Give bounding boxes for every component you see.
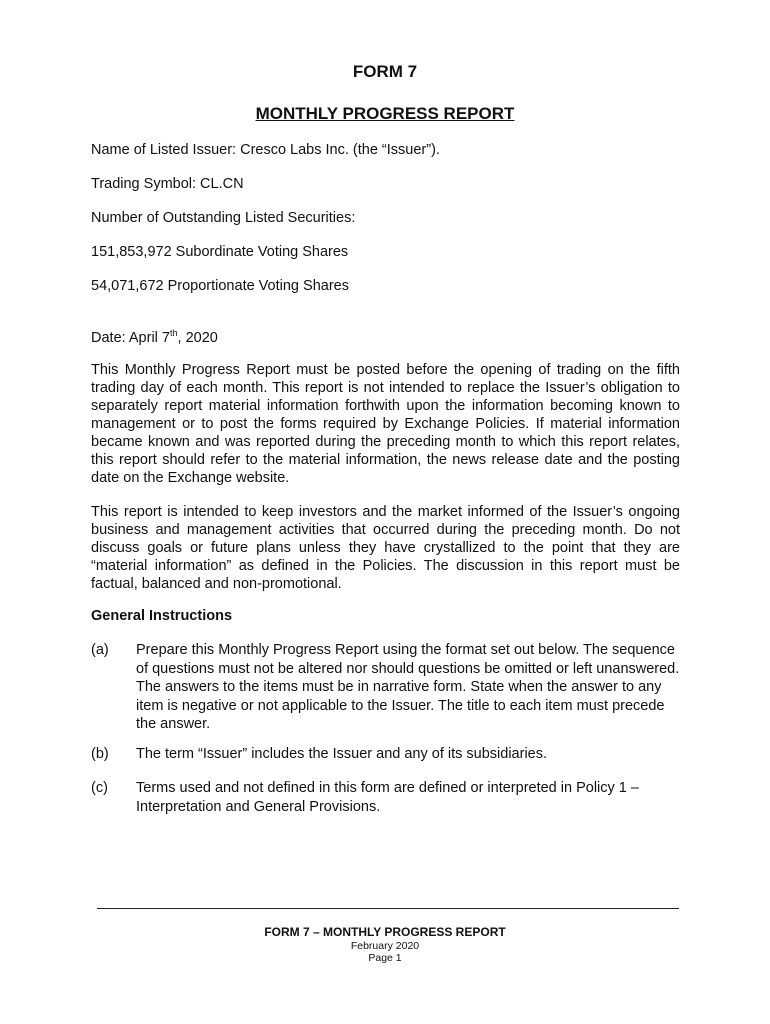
- footer-divider: [97, 908, 679, 909]
- instruction-b-marker: (b): [91, 746, 109, 762]
- subordinate-shares: 151,853,972 Subordinate Voting Shares: [91, 244, 349, 260]
- footer-page-number: Page 1: [368, 952, 402, 964]
- instruction-c-marker: (c): [91, 780, 108, 796]
- date-superscript: th: [170, 328, 178, 339]
- intro-paragraph-1: This Monthly Progress Report must be posted before the opening of trading on the fifth trading day of each month. This report is not intended to replace the Issuer’s obligation to separately report material information forthwith upon the information becoming known to management or to post the forms required by Exchange Policies. If material information became known and was reported during the preceding month to which this report relates, this report should refer to the material information, the news release date and the posting date on the Exchange website.: [91, 362, 680, 486]
- form-title: FORM 7: [352, 62, 418, 81]
- footer-date: February 2020: [350, 940, 420, 952]
- footer-title: FORM 7 – MONTHLY PROGRESS REPORT: [264, 925, 506, 939]
- intro-paragraph-2: This report is intended to keep investors and the market informed of the Issuer’s ongoing business and management activities that occurred during the preceding month. Do not discuss goals or future plans unless they have crystallized to the point that they are “material information” as defined in the Policies. The discussion in this report must be factual, balanced and non-promotional.: [91, 504, 680, 592]
- report-title: MONTHLY PROGRESS REPORT: [255, 104, 515, 123]
- date-prefix: Date: April 7: [91, 330, 170, 346]
- trading-symbol: Trading Symbol: CL.CN: [91, 176, 244, 192]
- instruction-c-text: Terms used and not defined in this form are defined or interpreted in Policy 1 – Interpretation and General Provisions.: [136, 780, 639, 815]
- instruction-a-marker: (a): [91, 642, 109, 658]
- issuer-name: Name of Listed Issuer: Cresco Labs Inc. (the “Issuer”).: [91, 142, 440, 158]
- proportionate-shares: 54,071,672 Proportionate Voting Shares: [91, 278, 349, 294]
- report-date: [91, 329, 218, 347]
- date-suffix: , 2020: [177, 330, 218, 346]
- general-instructions-heading: General Instructions: [91, 608, 233, 624]
- instruction-a-text: Prepare this Monthly Progress Report using the format set out below. The sequence of questions must not be altered nor should questions be omitted or left unanswered. The answers to the items must be in narrative form. State when the answer to any item is negative or not applicable to the Issuer. The title to each item must precede the answer.: [136, 642, 680, 733]
- outstanding-securities-label: Number of Outstanding Listed Securities:: [91, 210, 356, 226]
- instruction-b-text: The term “Issuer” includes the Issuer and any of its subsidiaries.: [136, 746, 548, 762]
